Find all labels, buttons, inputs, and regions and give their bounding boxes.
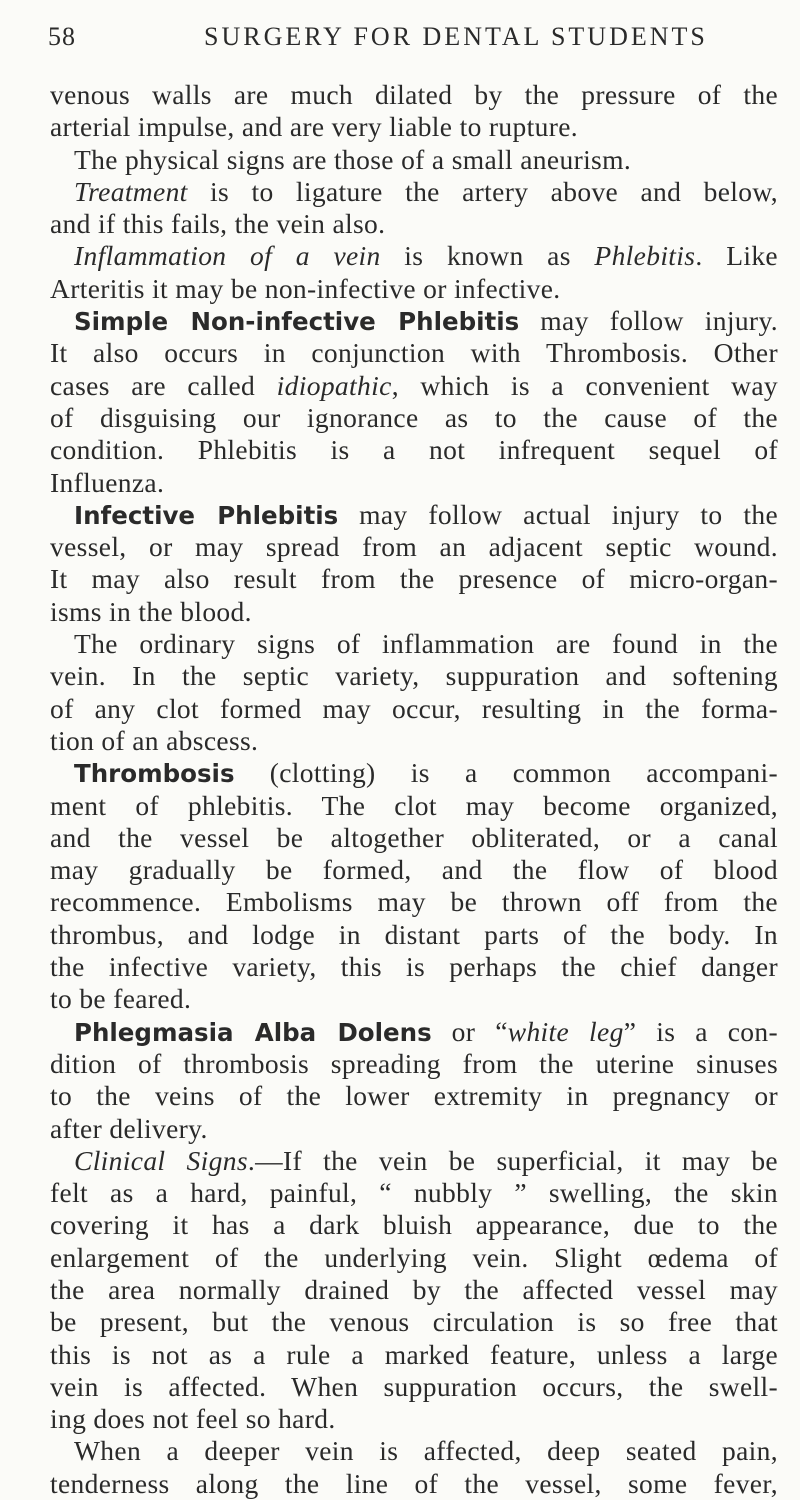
text-line — [50, 1435, 778, 1467]
italic-text: Inflammation of a vein — [74, 240, 381, 272]
text-line — [50, 370, 778, 402]
text-line — [50, 402, 778, 434]
text-line — [50, 919, 778, 951]
text-line — [50, 208, 778, 240]
text-run: the area normally drained by the affected vessel may — [50, 1273, 778, 1305]
text-run: condition. Phlebitis is a not infrequent sequel of — [50, 434, 778, 466]
text-line — [50, 1113, 778, 1145]
text-line — [50, 951, 778, 983]
text-line — [50, 1371, 778, 1403]
text-line — [50, 693, 778, 725]
text-run: (clotting) is a common accompani- — [234, 757, 778, 789]
text-line — [50, 983, 778, 1015]
text-run: arterial impulse, and are very liable to rupture. — [50, 111, 578, 143]
text-line — [50, 1339, 778, 1371]
text-run: after delivery. — [50, 1112, 208, 1144]
text-line — [50, 757, 778, 789]
text-run: vessel, or may spread from an adjacent septic wound. — [50, 531, 778, 563]
running-title: SURGERY FOR DENTAL STUDENTS — [204, 22, 708, 51]
text-run: dition of thrombosis spreading from the uterine sinuses — [50, 1047, 778, 1079]
text-line — [50, 822, 778, 854]
italic-text: Treatment — [74, 175, 188, 207]
text-run: recommence. Embolisms may be thrown off from the — [50, 886, 778, 918]
text-run: be present, but the venous circulation is so free that — [50, 1306, 778, 1338]
section-heading: Infective Phlebitis — [74, 500, 339, 530]
text-line — [50, 854, 778, 886]
text-run: Influenza. — [50, 466, 165, 498]
text-run: The ordinary signs of inflammation are found in the — [74, 628, 778, 660]
text-line — [50, 1242, 778, 1274]
text-line — [50, 563, 778, 595]
text-line — [50, 725, 778, 757]
text-run: is to ligature the artery above and below, — [187, 175, 778, 207]
text-line — [50, 305, 778, 337]
text-line — [50, 337, 778, 369]
text-line — [50, 273, 778, 305]
text-line — [50, 1209, 778, 1241]
text-run: thrombus, and lodge in distant parts of the body. In — [50, 918, 778, 950]
text-run: ” is a con- — [623, 1015, 778, 1047]
text-run: Arteritis it may be non-infective or infective. — [50, 272, 561, 304]
text-run: It also occurs in conjunction with Thrombosis. Other — [50, 337, 778, 369]
text-run: When a deeper vein is affected, deep seated pain, — [74, 1435, 778, 1467]
page-number: 58 — [48, 22, 76, 51]
text-line — [50, 1080, 778, 1112]
body-text — [50, 79, 778, 1500]
text-run: is known as — [380, 240, 595, 272]
text-run: cases are called — [50, 369, 277, 401]
text-run: . Like — [695, 240, 778, 272]
text-run: the infective variety, this is perhaps the chief danger — [50, 951, 778, 983]
running-head — [48, 20, 770, 60]
text-run: or “ — [431, 1015, 508, 1047]
text-run: The physical signs are those of a small aneurism. — [74, 143, 632, 175]
text-run: covering it has a dark bluish appearance, due to the — [50, 1209, 778, 1241]
text-run: of disguising our ignorance as to the cause of the — [50, 401, 778, 433]
text-line — [50, 1048, 778, 1080]
italic-text: Clinical Signs — [74, 1144, 248, 1176]
text-line — [50, 499, 778, 531]
text-run: ment of phlebitis. The clot may become organized, — [50, 789, 778, 821]
text-run: and if this fails, the vein also. — [50, 208, 386, 240]
text-line — [50, 660, 778, 692]
text-line — [50, 1177, 778, 1209]
text-line — [50, 240, 778, 272]
text-run: may follow injury. — [519, 305, 778, 337]
text-line — [50, 1274, 778, 1306]
text-line — [50, 790, 778, 822]
text-run: .—If the vein be superficial, it may be — [247, 1144, 778, 1176]
text-line — [50, 79, 778, 111]
text-run: may follow actual injury to the — [338, 498, 778, 530]
section-heading: Phlegmasia Alba Dolens — [74, 1017, 432, 1047]
text-run: enlargement of the underlying vein. Slight œdema of — [50, 1241, 778, 1273]
text-line — [50, 628, 778, 660]
text-line — [50, 1403, 778, 1435]
text-line — [50, 176, 778, 208]
text-run: venous walls are much dilated by the pressure of the — [50, 79, 778, 110]
section-heading: Thrombosis — [74, 759, 235, 789]
text-run: may gradually be formed, and the flow of blood — [50, 854, 778, 886]
italic-text: Phlebitis — [594, 240, 696, 272]
text-run: and the vessel be altogether obliterated, or a canal — [50, 821, 778, 853]
text-line — [50, 886, 778, 918]
italic-text: white leg — [507, 1015, 624, 1047]
text-run: tenderness along the line of the vessel, some fever, — [50, 1467, 778, 1499]
section-heading: Simple Non-infective Phlebitis — [74, 307, 520, 337]
text-line — [50, 596, 778, 628]
text-run: , which is a convenient way — [391, 369, 778, 401]
text-run: this is not as a rule a marked feature, unless a large — [50, 1338, 778, 1370]
text-line — [50, 467, 778, 499]
text-run: isms in the blood. — [50, 595, 252, 627]
text-line — [50, 531, 778, 563]
text-run: to be feared. — [50, 983, 192, 1015]
text-line — [50, 144, 778, 176]
text-run: to the veins of the lower extremity in pregnancy or — [50, 1080, 778, 1112]
text-line — [50, 1016, 778, 1048]
text-run: of any clot formed may occur, resulting in the forma- — [50, 692, 778, 724]
text-line — [50, 1468, 778, 1500]
text-run: tion of an abscess. — [50, 724, 259, 756]
text-line — [50, 1145, 778, 1177]
text-run: It may also result from the presence of micro-organ- — [50, 563, 778, 595]
text-run: felt as a hard, painful, “ nubbly ” swelling, the skin — [50, 1177, 778, 1209]
text-line — [50, 1306, 778, 1338]
italic-text: idiopathic — [276, 369, 392, 401]
text-line — [50, 111, 778, 143]
text-run: vein. In the septic variety, suppuration and softening — [50, 660, 778, 692]
text-run: vein is affected. When suppuration occurs, the swell- — [50, 1370, 778, 1402]
text-run: ing does not feel so hard. — [50, 1403, 336, 1435]
text-line — [50, 434, 778, 466]
